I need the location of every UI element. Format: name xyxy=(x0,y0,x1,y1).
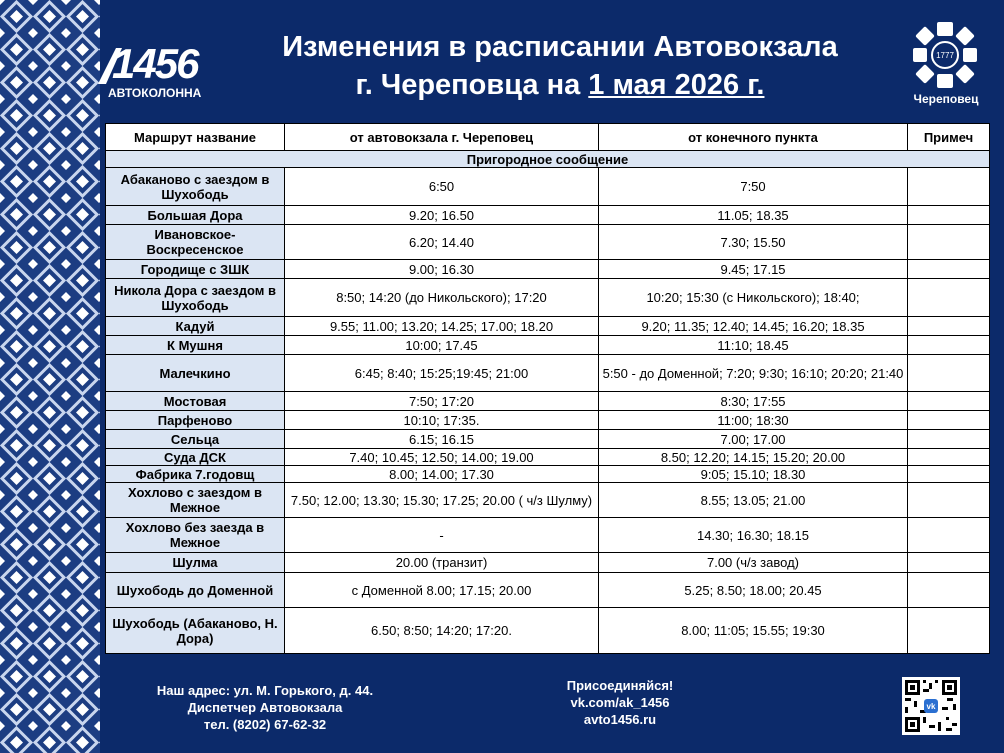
departure-times-from-station: 7:50; 17:20 xyxy=(285,392,599,411)
departure-times-from-terminal: 14.30; 16.30; 18.15 xyxy=(599,518,908,553)
departure-times-from-station: 6.15; 16.15 xyxy=(285,430,599,449)
departure-times-from-terminal: 5:50 - до Доменной; 7:20; 9:30; 16:10; 20:20; 21:40 xyxy=(599,355,908,392)
table-row xyxy=(106,518,990,553)
route-name: Сельца xyxy=(106,430,285,449)
note-cell xyxy=(908,260,990,279)
emblem-year: 1777 xyxy=(936,51,954,60)
table-row xyxy=(106,466,990,483)
table-row xyxy=(106,392,990,411)
note-cell xyxy=(908,317,990,336)
note-cell xyxy=(908,336,990,355)
table-row xyxy=(106,225,990,260)
cherepovets-city-emblem xyxy=(905,20,985,90)
contact-address xyxy=(145,682,385,733)
note-cell xyxy=(908,279,990,317)
route-name: Шухободь (Абаканово, Н. Дора) xyxy=(106,608,285,654)
table-row xyxy=(106,317,990,336)
departure-times-from-station: 9.00; 16.30 xyxy=(285,260,599,279)
departure-times-from-terminal: 10:20; 15:30 (с Никольского); 18:40; xyxy=(599,279,908,317)
city-label: Череповец xyxy=(913,92,979,106)
city-emblem xyxy=(905,20,985,110)
departure-times-from-station: 20.00 (транзит) xyxy=(285,553,599,573)
departure-times-from-station: 6:45; 8:40; 15:25;19:45; 21:00 xyxy=(285,355,599,392)
table-row xyxy=(106,260,990,279)
departure-times-from-terminal: 7.30; 15.50 xyxy=(599,225,908,260)
table-row xyxy=(106,573,990,608)
note-cell xyxy=(908,355,990,392)
table-row xyxy=(106,411,990,430)
route-name: Городище с ЗШК xyxy=(106,260,285,279)
page-title xyxy=(235,28,885,104)
departure-times-from-station: 9.20; 16.50 xyxy=(285,206,599,225)
column-header-from-terminal: от конечного пункта xyxy=(599,124,908,151)
departure-times-from-station: 9.55; 11.00; 13.20; 14.25; 17.00; 18.20 xyxy=(285,317,599,336)
phone-line: тел. (8202) 67-62-32 xyxy=(203,717,327,732)
note-cell xyxy=(908,225,990,260)
social-links xyxy=(530,677,710,728)
departure-times-from-terminal: 8.50; 12.20; 14.15; 15.20; 20.00 xyxy=(599,449,908,466)
title-line-1: Изменения в расписании Автовокзала xyxy=(282,31,838,63)
note-cell xyxy=(908,206,990,225)
table-row xyxy=(106,608,990,654)
route-name: Хохлово с заездом в Межное xyxy=(106,483,285,518)
title-line-2 xyxy=(235,66,885,104)
note-cell xyxy=(908,466,990,483)
route-name: Хохлово без заезда в Межное xyxy=(106,518,285,553)
route-name: Никола Дора с заездом в Шухободь xyxy=(106,279,285,317)
table-row xyxy=(106,355,990,392)
departure-times-from-terminal: 9.45; 17.15 xyxy=(599,260,908,279)
departure-times-from-terminal: 8.55; 13.05; 21.00 xyxy=(599,483,908,518)
column-header-route: Маршрут название xyxy=(106,124,285,151)
schedule-table xyxy=(105,123,990,654)
table-header-row xyxy=(106,124,990,151)
decorative-diamond-pattern xyxy=(0,0,100,753)
route-name: Шулма xyxy=(106,553,285,573)
note-cell xyxy=(908,483,990,518)
title-prefix: г. Череповца на xyxy=(355,69,589,101)
departure-times-from-station: 7.50; 12.00; 13.30; 15.30; 17.25; 20.00 ( ч/з Шулму) xyxy=(285,483,599,518)
route-name: Мостовая xyxy=(106,392,285,411)
poster-main xyxy=(100,0,1004,753)
table-row xyxy=(106,168,990,206)
note-cell xyxy=(908,518,990,553)
dispatcher-line: Диспетчер Автовокзала xyxy=(187,700,343,715)
route-name: Шухободь до Доменной xyxy=(106,573,285,608)
address-line: Наш адрес: ул. М. Горького, д. 44. xyxy=(156,683,374,698)
departure-times-from-station: 10:10; 17:35. xyxy=(285,411,599,430)
table-row xyxy=(106,279,990,317)
departure-times-from-terminal: 7:50 xyxy=(599,168,908,206)
note-cell xyxy=(908,573,990,608)
departure-times-from-terminal: 8:30; 17:55 xyxy=(599,392,908,411)
departure-times-from-terminal: 7.00; 17.00 xyxy=(599,430,908,449)
title-date: 1 мая 2026 г. xyxy=(588,69,765,101)
qr-code-icon[interactable] xyxy=(902,677,960,735)
departure-times-from-terminal: 9.20; 11.35; 12.40; 14.45; 16.20; 18.35 xyxy=(599,317,908,336)
departure-times-from-terminal: 11:00; 18:30 xyxy=(599,411,908,430)
route-name: Абаканово с заездом в Шухободь xyxy=(106,168,285,206)
departure-times-from-station: 10:00; 17.45 xyxy=(285,336,599,355)
column-header-from-station: от автовокзала г. Череповец xyxy=(285,124,599,151)
departure-times-from-terminal: 11:10; 18.45 xyxy=(599,336,908,355)
departure-times-from-station: 8:50; 14:20 (до Никольского); 17:20 xyxy=(285,279,599,317)
svg-text:vk: vk xyxy=(926,702,936,711)
note-cell xyxy=(908,553,990,573)
departure-times-from-station: - xyxy=(285,518,599,553)
note-cell xyxy=(908,608,990,654)
departure-times-from-station: 6.20; 14.40 xyxy=(285,225,599,260)
section-row xyxy=(106,151,990,168)
departure-times-from-terminal: 11.05; 18.35 xyxy=(599,206,908,225)
note-cell xyxy=(908,168,990,206)
note-cell xyxy=(908,392,990,411)
note-cell xyxy=(908,430,990,449)
vk-link[interactable]: vk.com/ak_1456 xyxy=(570,695,670,710)
note-cell xyxy=(908,411,990,430)
table-row xyxy=(106,553,990,573)
table-row xyxy=(106,449,990,466)
section-title: Пригородное сообщение xyxy=(106,151,990,168)
website-link[interactable]: avto1456.ru xyxy=(583,712,657,727)
note-cell xyxy=(908,449,990,466)
route-name: Парфеново xyxy=(106,411,285,430)
table-row xyxy=(106,483,990,518)
departure-times-from-terminal: 9:05; 15.10; 18.30 xyxy=(599,466,908,483)
departure-times-from-terminal: 8.00; 11:05; 15.55; 19:30 xyxy=(599,608,908,654)
departure-times-from-station: 6:50 xyxy=(285,168,599,206)
bus-company-logo xyxy=(100,40,220,100)
departure-times-from-station: 7.40; 10.45; 12.50; 14.00; 19.00 xyxy=(285,449,599,466)
join-text: Присоединяйся! xyxy=(566,678,674,693)
route-name: Фабрика 7.годовщ xyxy=(106,466,285,483)
table-row xyxy=(106,430,990,449)
departure-times-from-terminal: 7.00 (ч/з завод) xyxy=(599,553,908,573)
route-name: Малечкино xyxy=(106,355,285,392)
departure-times-from-station: 6.50; 8:50; 14:20; 17:20. xyxy=(285,608,599,654)
route-name: Ивановское-Воскресенское xyxy=(106,225,285,260)
route-name: Кадуй xyxy=(106,317,285,336)
table-row xyxy=(106,336,990,355)
departure-times-from-station: с Доменной 8.00; 17.15; 20.00 xyxy=(285,573,599,608)
route-name: Большая Дора xyxy=(106,206,285,225)
departure-times-from-terminal: 5.25; 8.50; 18.00; 20.45 xyxy=(599,573,908,608)
column-header-note: Примеч xyxy=(908,124,990,151)
logo-number: 1456 xyxy=(112,40,198,87)
route-name: К Мушня xyxy=(106,336,285,355)
departure-times-from-station: 8.00; 14.00; 17.30 xyxy=(285,466,599,483)
logo-subtitle: АВТОКОЛОННА xyxy=(108,86,202,100)
route-name: Суда ДСК xyxy=(106,449,285,466)
table-row xyxy=(106,206,990,225)
